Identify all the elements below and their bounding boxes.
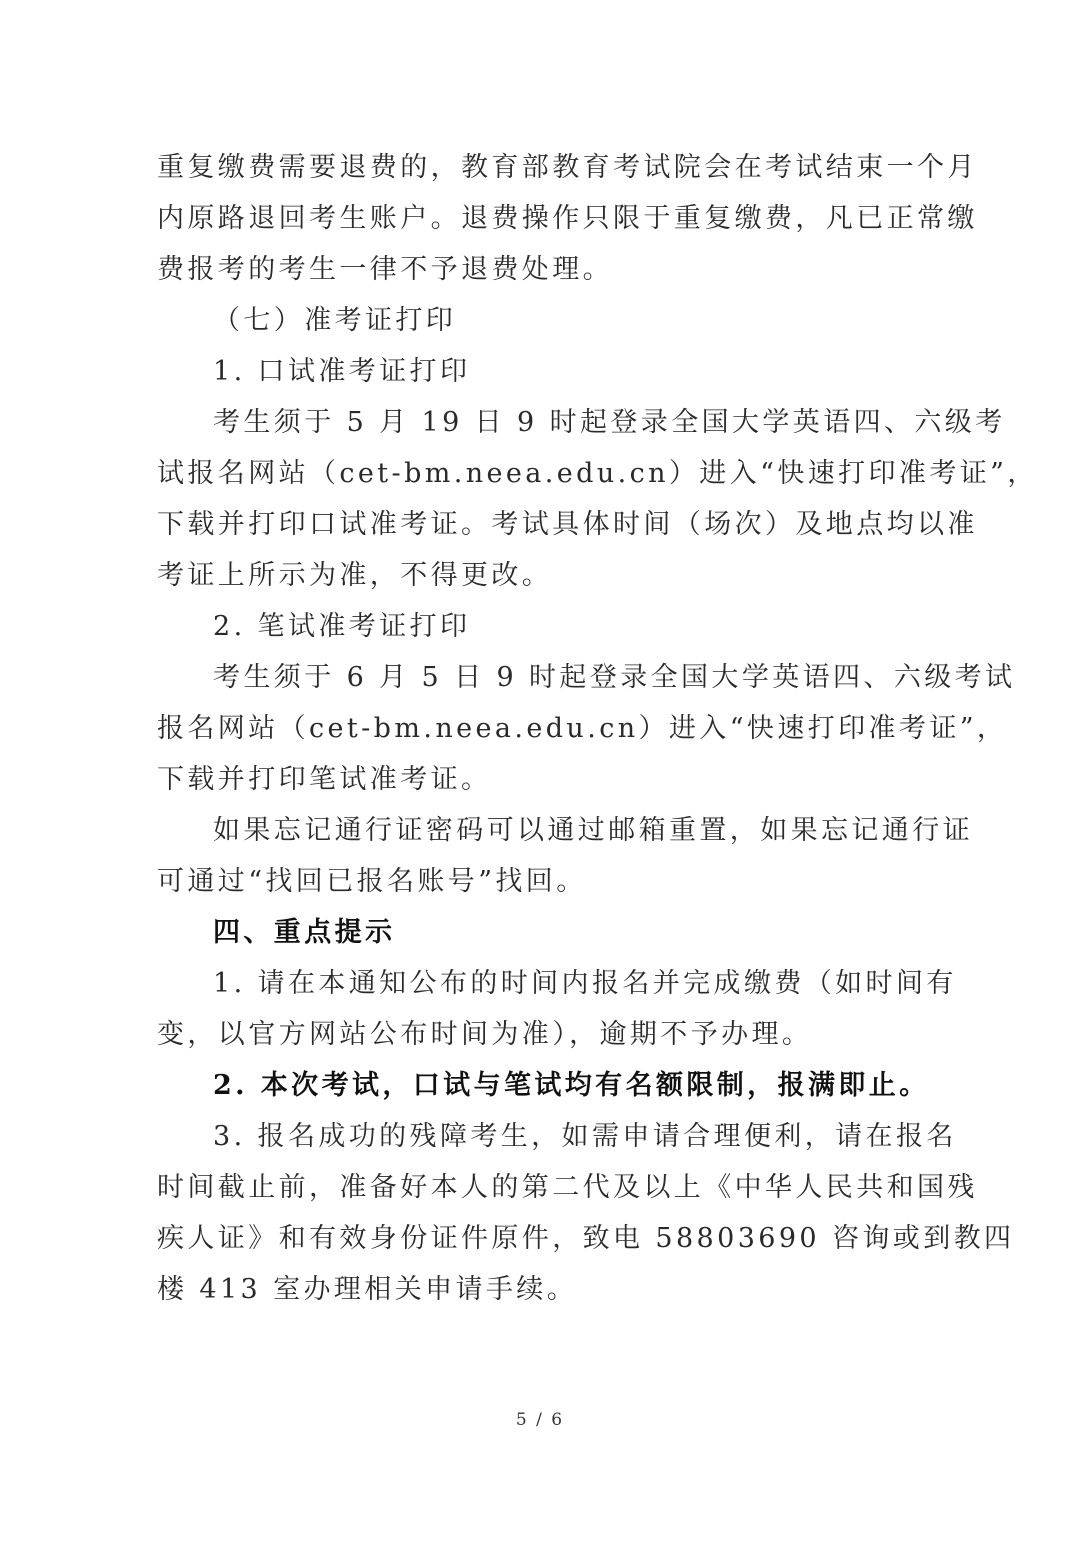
oral-ticket-paragraph-line: 试报名网站（cet-bm.neea.edu.cn）进入“快速打印准考证”，: [157, 458, 1038, 489]
password-reset-paragraph-line: 如果忘记通行证密码可以通过邮箱重置，如果忘记通行证: [213, 815, 973, 846]
subheading-written-ticket: 2. 笔试准考证打印: [213, 611, 471, 642]
written-ticket-paragraph-line: 考生须于 6 月 5 日 9 时起登录全国大学英语四、六级考试: [213, 662, 1016, 693]
written-ticket-paragraph-line: 下载并打印笔试准考证。: [157, 764, 492, 795]
refund-paragraph-line: 重复缴费需要退费的，教育部教育考试院会在考试结束一个月: [157, 152, 978, 183]
section-heading-key-reminders: 四、重点提示: [213, 917, 396, 948]
reminder-item-2-line: 2. 本次考试，口试与笔试均有名额限制，报满即止。: [213, 1070, 930, 1101]
oral-ticket-paragraph-line: 考证上所示为准，不得更改。: [157, 560, 553, 591]
page-number: 5 / 6: [515, 1410, 565, 1430]
reminder-item-1-line: 变，以官方网站公布时间为准），逾期不予办理。: [157, 1019, 813, 1050]
reminder-item-3-line: 时间截止前，准备好本人的第二代及以上《中华人民共和国残: [157, 1172, 978, 1203]
refund-paragraph-line: 内原路退回考生账户。退费操作只限于重复缴费，凡已正常缴: [157, 203, 978, 234]
oral-ticket-paragraph-line: 下载并打印口试准考证。考试具体时间（场次）及地点均以准: [157, 509, 978, 540]
section-heading-admission-ticket: （七）准考证打印: [213, 305, 457, 336]
reminder-item-3-line: 楼 413 室办理相关申请手续。: [157, 1274, 578, 1305]
oral-ticket-paragraph-line: 考生须于 5 月 19 日 9 时起登录全国大学英语四、六级考: [213, 407, 1006, 438]
refund-paragraph-line: 费报考的考生一律不予退费处理。: [157, 254, 613, 285]
reminder-item-1-line: 1. 请在本通知公布的时间内报名并完成缴费（如时间有: [213, 968, 957, 999]
subheading-oral-ticket: 1. 口试准考证打印: [213, 356, 471, 387]
document-body: [157, 142, 1038, 1315]
reminder-item-3-line: 3. 报名成功的残障考生，如需申请合理便利，请在报名: [213, 1121, 957, 1152]
written-ticket-paragraph-line: 报名网站（cet-bm.neea.edu.cn）进入“快速打印准考证”，: [157, 713, 1008, 744]
reminder-item-3-line: 疾人证》和有效身份证件原件，致电 58803690 咨询或到教四: [157, 1223, 1015, 1254]
password-reset-paragraph-line: 可通过“找回已报名账号”找回。: [157, 866, 587, 897]
